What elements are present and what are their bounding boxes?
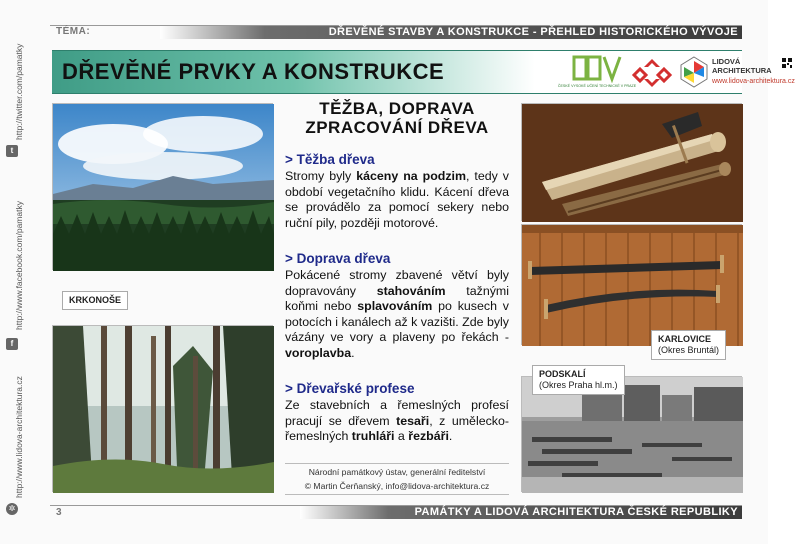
footer-bar <box>300 506 742 519</box>
npu-logo-icon <box>630 57 674 89</box>
text-span: a <box>394 429 409 444</box>
text-span: Pokácené stromy zbavené větví byly dopravovány <box>285 268 509 298</box>
bold-span: stahováním <box>376 283 446 298</box>
bold-span: splavováním <box>357 299 433 314</box>
logo-name <box>712 57 772 75</box>
forest-image <box>53 326 274 493</box>
page-title: DŘEVĚNÉ PRVKY A KONSTRUKCE <box>62 59 445 84</box>
text-span: , tedy v období vegetačního klidu. Kácení dřeva se provádělo za pomocí sekery nebo ruční pily, později motorové. <box>285 169 509 230</box>
cvut-logo-icon <box>557 55 637 91</box>
saws-image <box>522 225 743 346</box>
title-banner <box>52 50 795 94</box>
paragraph-tezba <box>285 169 509 231</box>
forest-photo <box>52 325 273 492</box>
section-title-profese: > Dřevařské profese <box>285 381 415 396</box>
karlovice-label-sub: (Okres Bruntál) <box>658 345 720 355</box>
section-heading <box>284 99 510 137</box>
qr-code-icon <box>782 58 792 68</box>
podskali-label-title: PODSKALÍ <box>539 369 586 379</box>
cvut-logo-text: ČESKÉ VYSOKÉ UČENÍ TECHNICKÉ V PRAZE <box>557 84 637 88</box>
bold-span: řezbáři <box>408 429 449 444</box>
twitter-icon[interactable]: t <box>6 145 18 157</box>
krkonose-landscape-photo <box>52 103 273 270</box>
text-span: po kusech v potocích i kanálech až k vazišti. Zde byly vázány ve vory a plaveny po řekách - <box>285 299 509 345</box>
page-number: 3 <box>56 507 62 518</box>
saws-photo <box>521 224 742 345</box>
section-title-tezba: > Těžba dřeva <box>285 152 375 167</box>
krkonose-landscape-image <box>53 104 274 271</box>
karlovice-label-title: KARLOVICE <box>658 334 712 344</box>
text-span: Ze stavebních a řemeslných profesí pracují se dřevem <box>285 398 509 428</box>
logo-line-1: LIDOVÁ <box>712 57 741 66</box>
footer-title: PAMÁTKY A LIDOVÁ ARCHITEKTURA ČESKÉ REPUBLIKY <box>414 506 738 518</box>
karlovice-label <box>651 330 726 360</box>
facebook-link[interactable]: http://www.facebook.com/pamatky <box>14 201 24 330</box>
facebook-icon[interactable]: f <box>6 338 18 350</box>
text-span: Stromy byly <box>285 169 357 183</box>
lidova-architektura-logo-icon <box>680 56 708 88</box>
section-title-doprava: > Doprava dřeva <box>285 251 391 266</box>
twitter-link[interactable]: http://twitter.com/pamatky <box>14 43 24 140</box>
bold-span: voroplavba <box>285 345 352 360</box>
podskali-label-sub: (Okres Praha hl.m.) <box>539 380 618 390</box>
logo-line-2: ARCHITEKTURA <box>712 66 772 75</box>
heading-line-2: ZPRACOVÁNÍ DŘEVA <box>305 118 489 137</box>
logs-axe-photo <box>521 103 742 221</box>
credit-line-1: Národní památkový ústav, generální ředitelství <box>308 467 486 477</box>
social-sidebar <box>0 0 28 544</box>
text-span: tažnými koňmi nebo <box>285 283 509 314</box>
bold-span: káceny na podzim <box>356 169 466 183</box>
topic-title: DŘEVĚNÉ STAVBY A KONSTRUKCE - PŘEHLED HISTORICKÉHO VÝVOJE <box>328 26 738 38</box>
podskali-label <box>532 365 625 395</box>
website-link[interactable]: http://www.lidova-architektura.cz <box>14 376 24 498</box>
bold-span: tesaři <box>396 413 430 428</box>
text-span: , z umělecko-řemeslných <box>285 413 509 444</box>
krkonose-label <box>62 291 128 310</box>
krkonose-label-text: KRKONOŠE <box>69 295 122 305</box>
logo-url[interactable]: www.lidova-architektura.cz <box>712 78 795 85</box>
logs-axe-image <box>522 104 743 222</box>
bold-span: truhláři <box>351 429 395 444</box>
paragraph-profese <box>285 398 509 445</box>
globe-icon[interactable]: ✲ <box>6 503 18 515</box>
credit-line-2[interactable]: © Martin Čerňanský, info@lidova-architektura.cz <box>304 481 490 491</box>
text-span: . <box>351 345 355 360</box>
text-span: . <box>448 429 453 444</box>
credit-box <box>285 463 509 495</box>
tema-label: TÉMA: <box>56 26 91 37</box>
paragraph-doprava <box>285 268 509 362</box>
topic-bar <box>160 26 742 39</box>
heading-line-1: TĚŽBA, DOPRAVA <box>319 99 475 118</box>
